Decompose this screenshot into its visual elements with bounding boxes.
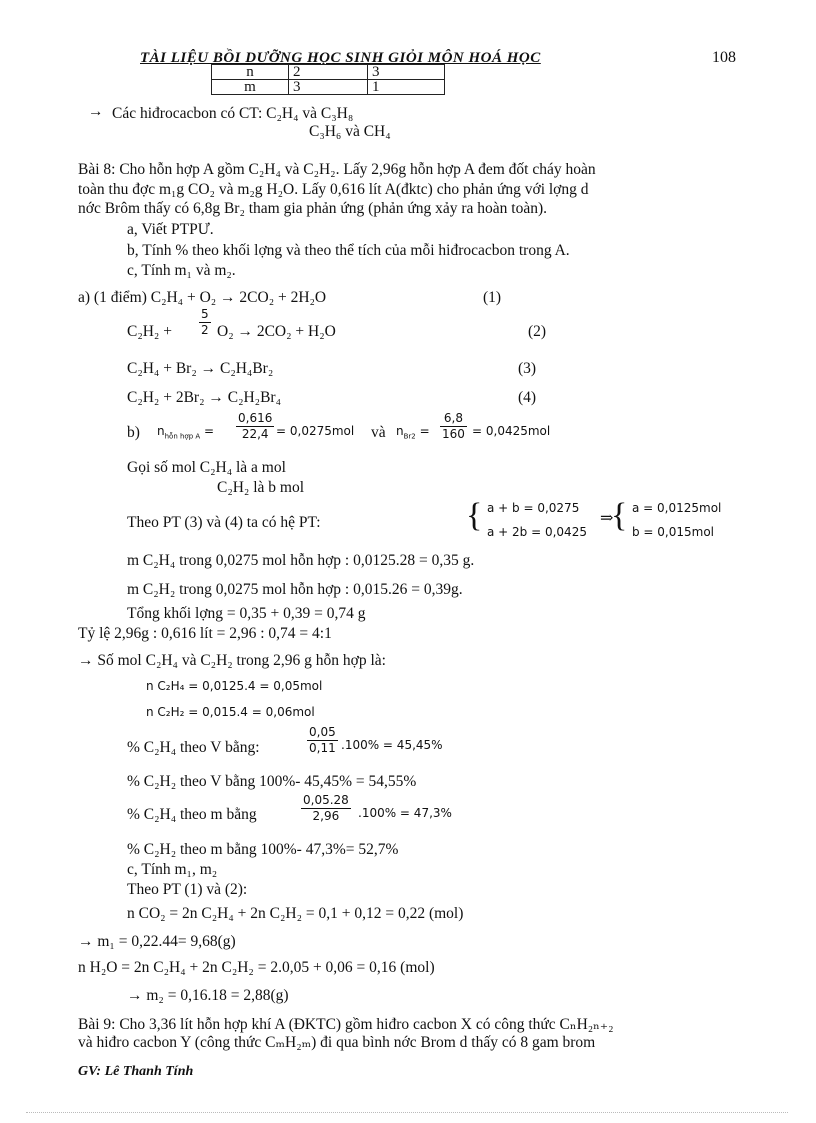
equation-3-number: (3) (518, 360, 537, 377)
fraction-denominator: 2,96 (312, 809, 340, 823)
mass-c2h2: m C₂H₂ trong 0,0275 mol hỗn hợp : 0,015.26 = 0,39g. (127, 581, 463, 598)
bai8-question-c: c, Tính m₁ và m₂. (127, 262, 236, 279)
system-eq2: a + 2b = 0,0425 (487, 525, 587, 539)
n-mix-subscript: hỗn hợp A (164, 432, 201, 441)
n-br-result: = 0,0425mol (472, 424, 551, 438)
header-title: TÀI LIỆU BỒI DƯỠNG HỌC SINH GIỎI MÔN HOÁ HỌC (140, 50, 541, 66)
table-cell: m (212, 80, 289, 95)
total-mass: Tổng khối lợng = 0,35 + 0,39 = 0,74 g (127, 605, 366, 622)
bai8-line1: Bài 8: Cho hỗn hợp A gồm C₂H₄ và C₂H₂. Lấy 2,96g hỗn hợp A đem đốt cháy hoàn (78, 161, 596, 178)
implies-arrow-icon: ⇒ (600, 510, 614, 527)
conclusion-line1: Các hiđrocacbon có CT: C₂H₄ và C₃H₈ (112, 105, 354, 122)
fraction-denominator: 160 (442, 427, 465, 441)
fraction-denominator: 2 (201, 323, 209, 337)
n-br-subscript: Br2 (403, 432, 416, 441)
percent-volume-c2h2: % C₂H₂ theo V bằng 100%- 45,45% = 54,55% (127, 773, 417, 790)
bai9-line2: và hiđro cacbon Y (công thức CₘH₂ₘ) đi qua bình nớc Brom d thấy có 8 gam brom (78, 1034, 596, 1051)
fraction-percent-volume (307, 725, 338, 756)
let-a: Gọi số mol C₂H₄ là a mol (127, 459, 286, 476)
table-cell: 1 (368, 80, 445, 95)
fraction-n-mix (236, 411, 274, 442)
footer-divider (26, 1112, 788, 1113)
percent-mass-c2h2: % C₂H₂ theo m bằng 100%- 47,3%= 52,7% (127, 841, 399, 858)
and-word: và (371, 424, 386, 441)
percent-volume-c2h4-result: .100% = 45,45% (341, 738, 443, 752)
moles-c2h2: n C₂H₂ = 0,015.4 = 0,06mol (146, 705, 315, 719)
moles-co2: n CO₂ = 2n C₂H₄ + 2n C₂H₂ = 0,1 + 0,12 = 0,22 (mol) (127, 905, 464, 922)
let-b: C₂H₂ là b mol (217, 479, 305, 496)
table-cell: 2 (289, 65, 368, 80)
fraction-denominator: 0,11 (309, 741, 336, 755)
equation-1-number: (1) (483, 289, 502, 306)
page-number: 108 (712, 49, 736, 66)
moles-c2h4: n C₂H₄ = 0,0125.4 = 0,05mol (146, 679, 323, 693)
footer-author: GV: Lê Thanh Tính (78, 1064, 194, 1079)
percent-volume-c2h4-label: % C₂H₄ theo V bằng: (127, 739, 260, 756)
arrow-icon: → (88, 103, 104, 120)
fraction-numerator: 0,05 (309, 725, 336, 739)
fraction-5-2 (199, 307, 211, 338)
table-cell: 3 (368, 65, 445, 80)
part-c-intro: Theo PT (1) và (2): (127, 881, 248, 898)
bai8-line2: toàn thu đợc m₁g CO₂ và m₂g H₂O. Lấy 0,616 lít A(đktc) cho phản ứng với lợng d (78, 181, 589, 198)
system-result-b: b = 0,015mol (632, 525, 715, 539)
fraction-numerator: 5 (201, 307, 209, 321)
bai8-question-a: a, Viết PTPƯ. (127, 221, 214, 238)
bai8-line3: nớc Brôm thấy có 6,8g Br₂ tham gia phản ứng (phản ứng xảy ra hoàn toàn). (78, 200, 548, 217)
m1-result: → m₁ = 0,22.44= 9,68(g) (78, 933, 236, 950)
moles-h2o: n H₂O = 2n C₂H₄ + 2n C₂H₂ = 2.0,05 + 0,06 = 0,16 (mol) (78, 959, 435, 976)
fraction-numerator: 0,616 (238, 411, 273, 425)
fraction-numerator: 0,05.28 (303, 793, 349, 807)
mn-table (211, 64, 445, 95)
table-row (212, 65, 445, 80)
n-br-label: $n_{Br2}$ = (396, 424, 430, 441)
part-b-label: b) (127, 424, 140, 441)
bai9-line1: Bài 9: Cho 3,36 lít hỗn hợp khí A (ĐKTC) gồm hiđro cacbon X có công thức CₙH₂ₙ₊₂ (78, 1016, 614, 1033)
table-row (212, 80, 445, 95)
equation-2-right: O₂ → 2CO₂ + H₂O (217, 323, 336, 340)
conclusion-line2: C₃H₆ và CH₄ (309, 123, 391, 140)
ratio-line: Tỷ lệ 2,96g : 0,616 lít = 2,96 : 0,74 = 4:1 (78, 625, 332, 642)
bai8-question-b: b, Tính % theo khối lợng và theo thể tích của mỗi hiđrocacbon trong A. (127, 242, 570, 259)
fraction-numerator: 6,8 (440, 411, 467, 427)
equation-2-number: (2) (528, 323, 547, 340)
n-mix-result: = 0,0275mol (276, 424, 355, 438)
equation-2-left: C₂H₂ + (127, 323, 172, 340)
table-cell: n (212, 65, 289, 80)
equation-1: a) (1 điểm) C₂H₄ + O₂ → 2CO₂ + 2H₂O (78, 289, 327, 306)
equation-4-number: (4) (518, 389, 537, 406)
system-result-a: a = 0,0125mol (632, 501, 722, 515)
fraction-percent-mass (301, 793, 351, 824)
fraction-n-br (440, 411, 467, 442)
left-brace-icon: { (611, 497, 628, 534)
moles-heading: → Số mol C₂H₄ và C₂H₂ trong 2,96 g hỗn hợp là: (78, 652, 386, 669)
percent-mass-c2h4-result: .100% = 47,3% (358, 806, 452, 820)
m2-result: → m₂ = 0,16.18 = 2,88(g) (127, 987, 289, 1004)
n-mix-label: $n_{hỗn hợp A}$ = (157, 424, 215, 441)
equation-4: C₂H₂ + 2Br₂ → C₂H₂Br₄ (127, 389, 281, 406)
table-cell: 3 (289, 80, 368, 95)
n-symbol: n (157, 424, 165, 438)
part-c-heading: c, Tính m₁, m₂ (127, 861, 218, 878)
left-brace-icon: { (466, 497, 483, 534)
system-eq1: a + b = 0,0275 (487, 501, 580, 515)
n-symbol: n (396, 424, 404, 438)
mass-c2h4: m C₂H₄ trong 0,0275 mol hỗn hợp : 0,0125.28 = 0,35 g. (127, 552, 475, 569)
equation-3: C₂H₄ + Br₂ → C₂H₄Br₂ (127, 360, 274, 377)
fraction-denominator: 22,4 (241, 427, 269, 441)
system-intro: Theo PT (3) và (4) ta có hệ PT: (127, 514, 321, 531)
percent-mass-c2h4-label: % C₂H₄ theo m bằng (127, 806, 257, 823)
